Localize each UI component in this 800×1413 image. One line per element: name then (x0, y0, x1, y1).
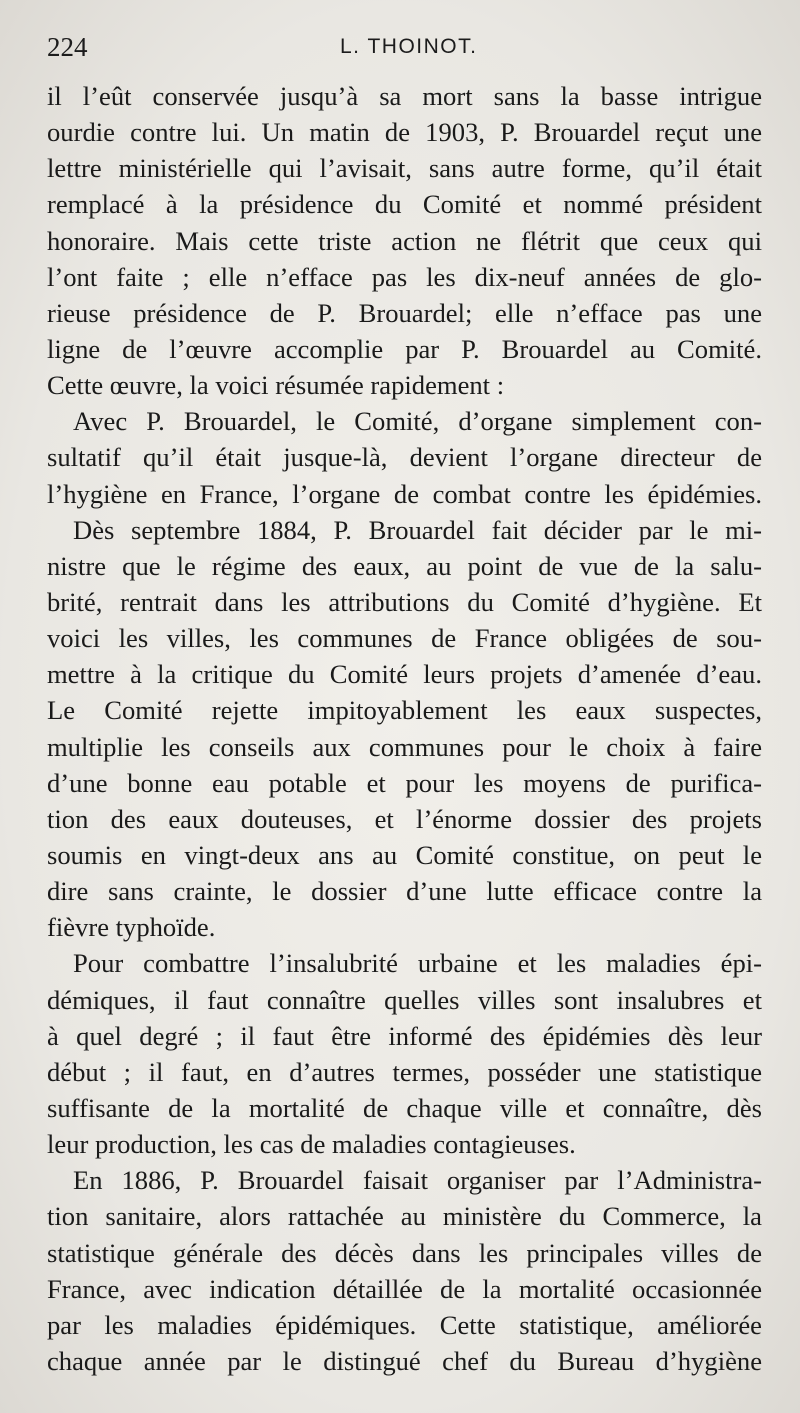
text-line: tion sanitaire, alors rattachée au ministère du Commerce, la (47, 1201, 762, 1232)
text-line: il l’eût conservée jusqu’à sa mort sans la basse intrigue (47, 81, 762, 111)
text-line: Le Comité rejette impitoyablement les eaux suspectes, (47, 695, 762, 726)
text-line: Pour combattre l’insalubrité urbaine et les maladies épi- (73, 948, 762, 979)
text-line: brité, rentrait dans les attributions du Comité d’hygiène. Et (47, 586, 762, 617)
page-number: 224 (47, 32, 88, 62)
text-line: ourdie contre lui. Un matin de 1903, P. Brouardel reçut une (47, 117, 762, 148)
text-line: à quel degré ; il faut être informé des épidémies dès leur (47, 1020, 762, 1051)
text-line: Cette œuvre, la voici résumée rapidement : (47, 370, 505, 401)
text-line: remplacé à la présidence du Comité et nommé président (47, 189, 762, 220)
text-line: voici les villes, les communes de France obligées de sou- (47, 623, 762, 654)
body-text (47, 78, 762, 1379)
text-line: multiplie les conseils aux communes pour le choix à faire (47, 731, 762, 762)
text-line: chaque année par le distingué chef du Bureau d’hygiène (47, 1345, 762, 1376)
text-line: l’hygiène en France, l’organe de combat contre les épidémies. (47, 478, 762, 509)
text-line: début ; il faut, en d’autres termes, posséder une statistique (47, 1056, 762, 1087)
running-head: L. THOINOT. (340, 35, 478, 58)
text-line: d’une bonne eau potable et pour les moyens de purifica- (47, 767, 762, 798)
text-line: dire sans crainte, le dossier d’une lutte efficace contre la (47, 876, 762, 907)
text-line: ligne de l’œuvre accomplie par P. Brouardel au Comité. (47, 333, 762, 364)
text-line: leur production, les cas de maladies contagieuses. (47, 1129, 576, 1160)
text-line: statistique générale des décès dans les principales villes de (47, 1237, 762, 1268)
text-line: honoraire. Mais cette triste action ne flétrit que ceux qui (47, 225, 762, 256)
text-line: démiques, il faut connaître quelles villes sont insalubres et (47, 984, 762, 1015)
text-line: l’ont faite ; elle n’efface pas les dix-neuf années de glo- (47, 261, 762, 292)
text-line: tion des eaux douteuses, et l’énorme dossier des projets (47, 803, 762, 834)
text-line: rieuse présidence de P. Brouardel; elle n’efface pas une (47, 297, 762, 328)
text-line: En 1886, P. Brouardel faisait organiser par l’Administra- (73, 1165, 762, 1196)
text-line: nistre que le régime des eaux, au point de vue de la salu- (47, 550, 762, 581)
text-line: sultatif qu’il était jusque-là, devient l’organe directeur de (47, 442, 762, 473)
text-line: par les maladies épidémiques. Cette statistique, améliorée (47, 1309, 762, 1340)
text-line: Avec P. Brouardel, le Comité, d’organe simplement con- (73, 406, 762, 437)
text-line: soumis en vingt-deux ans au Comité constitue, on peut le (47, 839, 762, 870)
text-line: France, avec indication détaillée de la mortalité occasionnée (47, 1273, 762, 1304)
text-line: lettre ministérielle qui l’avisait, sans autre forme, qu’il était (47, 153, 762, 184)
page-header (47, 32, 762, 66)
text-line: suffisante de la mortalité de chaque ville et connaître, dès (47, 1092, 762, 1123)
text-line: mettre à la critique du Comité leurs projets d’amenée d’eau. (47, 659, 762, 690)
text-line: fièvre typhoïde. (47, 912, 216, 943)
text-line: Dès septembre 1884, P. Brouardel fait décider par le mi- (73, 514, 762, 545)
